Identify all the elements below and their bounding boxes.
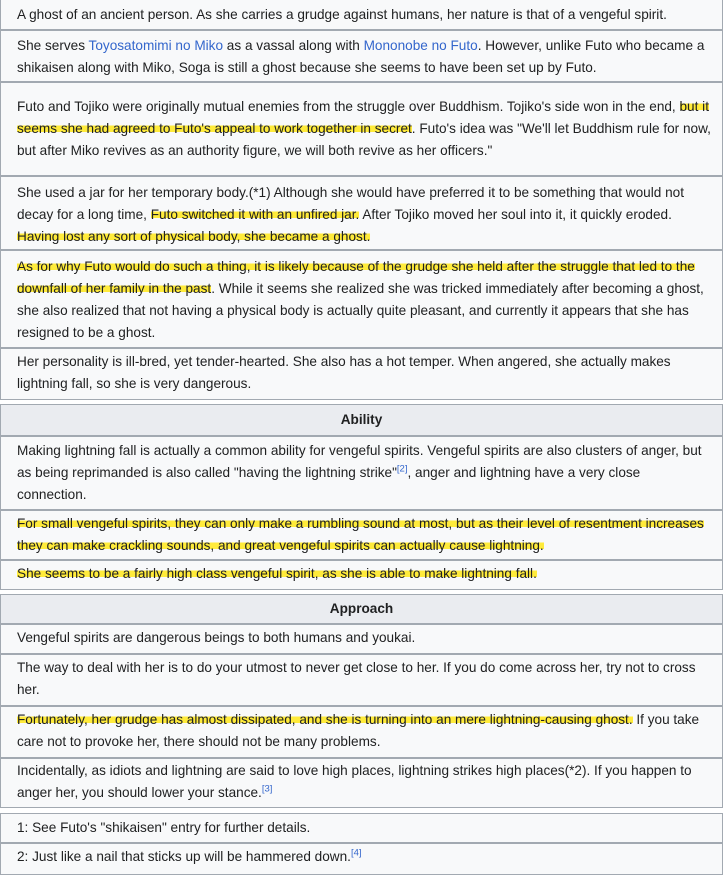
table-row [0,758,723,808]
text-segment: If you take care not to provoke her, there should not be many problems. [17,712,700,749]
text-segment: as a vassal along with [223,38,364,53]
table-row [0,0,723,30]
row-text: Vengeful spirits are dangerous beings to both humans and youkai. [17,630,416,645]
table-row [0,436,723,510]
citation-link[interactable]: [3] [261,783,273,795]
row-text [17,35,712,79]
highlighted-text: For small vengeful spirits, they can only make a rumbling sound at most, but as their level of resentment increases they can make crackling sounds, and great vengeful spirits can actually cause lightning. [17,516,704,553]
text-segment: After Tojiko moved her soul into it, it quickly eroded. [359,207,672,222]
note-text [17,846,712,868]
row-text: A ghost of an ancient person. As she carries a grudge against humans, her nature is that of a vengeful spirit. [17,7,667,22]
section-header-ability: Ability [0,404,723,436]
text-segment: 2: Just like a nail that sticks up will be hammered down. [17,849,351,864]
note-text: 1: See Futo's "shikaisen" entry for further details. [17,820,311,835]
table-row [0,348,723,400]
text-segment: Incidentally, as idiots and lightning are said to love high places, lightning strikes high places(*2). If you happen to anger her, you should lower your stance. [17,763,692,800]
text-segment: Futo and Tojiko were originally mutual enemies from the struggle over Buddhism. Tojiko's side won in the end, [17,99,680,114]
text-segment: ." [483,143,493,158]
highlighted-text: Futo switched it with an unfired jar. [150,207,360,222]
row-text [17,182,712,248]
row-text: Her personality is ill-bred, yet tender-hearted. She also has a hot temper. When angered, she actually makes lightning fall, so she is very dangerous. [17,354,671,391]
row-text [17,96,712,162]
table-row [0,560,723,590]
citation-link[interactable]: [2] [396,463,408,475]
citation-link[interactable]: [4] [350,847,362,859]
section-header-approach: Approach [0,594,723,624]
citation[interactable] [262,783,273,794]
note-row [0,843,723,875]
table-row [0,30,723,82]
row-text [17,709,712,753]
text-segment: . While it seems she realized she was tricked immediately after becoming a ghost, she also realized that not having a physical body is actually quite pleasant, and currently it appears that she has resigned to be a ghost. [17,281,704,340]
link-mononobe-no-futo[interactable]: Mononobe no Futo [363,38,478,53]
highlighted-text: Fortunately, her grudge has almost dissipated, and she is turning into an mere lightning-causing ghost. [17,712,633,727]
citation[interactable] [351,847,362,858]
row-text [17,513,712,557]
row-text: The way to deal with her is to do your utmost to never get close to her. If you do come across her, try not to cross her. [17,660,696,697]
citation[interactable] [397,463,408,474]
highlighted-text: As for why Futo would do such a thing, it is likely because of the grudge she held after the struggle that led to the downfall of her family in the past [17,259,695,296]
text-segment: Making lightning fall is actually a common ability for vengeful spirits. Vengeful spirits are also clusters of anger, but as being reprimanded is also called "having the lightning strike" [17,443,702,480]
table-row [0,510,723,560]
table-row [0,624,723,654]
row-text [17,256,712,344]
text-segment: She serves [17,38,89,53]
text-segment: . Futo's idea was "We'll let Buddhism rule for now, but after Miko revives as an authority figure, we will both revive as her officers [17,121,711,158]
table-row [0,82,723,176]
text-segment: , anger and lightning have a very close connection. [17,465,641,502]
row-text [17,760,712,804]
highlighted-text: but it seems she had agreed to Futo's appeal to work together in secret [17,99,709,136]
highlighted-text: She seems to be a fairly high class vengeful spirit, as she is able to make lightning fall. [17,566,537,581]
table-row [0,706,723,758]
row-text [17,563,712,585]
note-row [0,813,723,843]
table-row [0,654,723,706]
table-row [0,176,723,250]
table-row [0,250,723,348]
text-segment: . However, unlike Futo who became a shikaisen along with Miko, Soga is still a ghost because she seems to have been set up by Futo. [17,38,705,75]
text-segment: She used a jar for her temporary body.(*1) Although she would have preferred it to be something that would not decay for a long time, [17,185,684,222]
row-text [17,440,712,506]
highlighted-text: Having lost any sort of physical body, she became a ghost. [17,229,371,244]
link-toyosatomimi-no-miko[interactable]: Toyosatomimi no Miko [88,38,224,53]
